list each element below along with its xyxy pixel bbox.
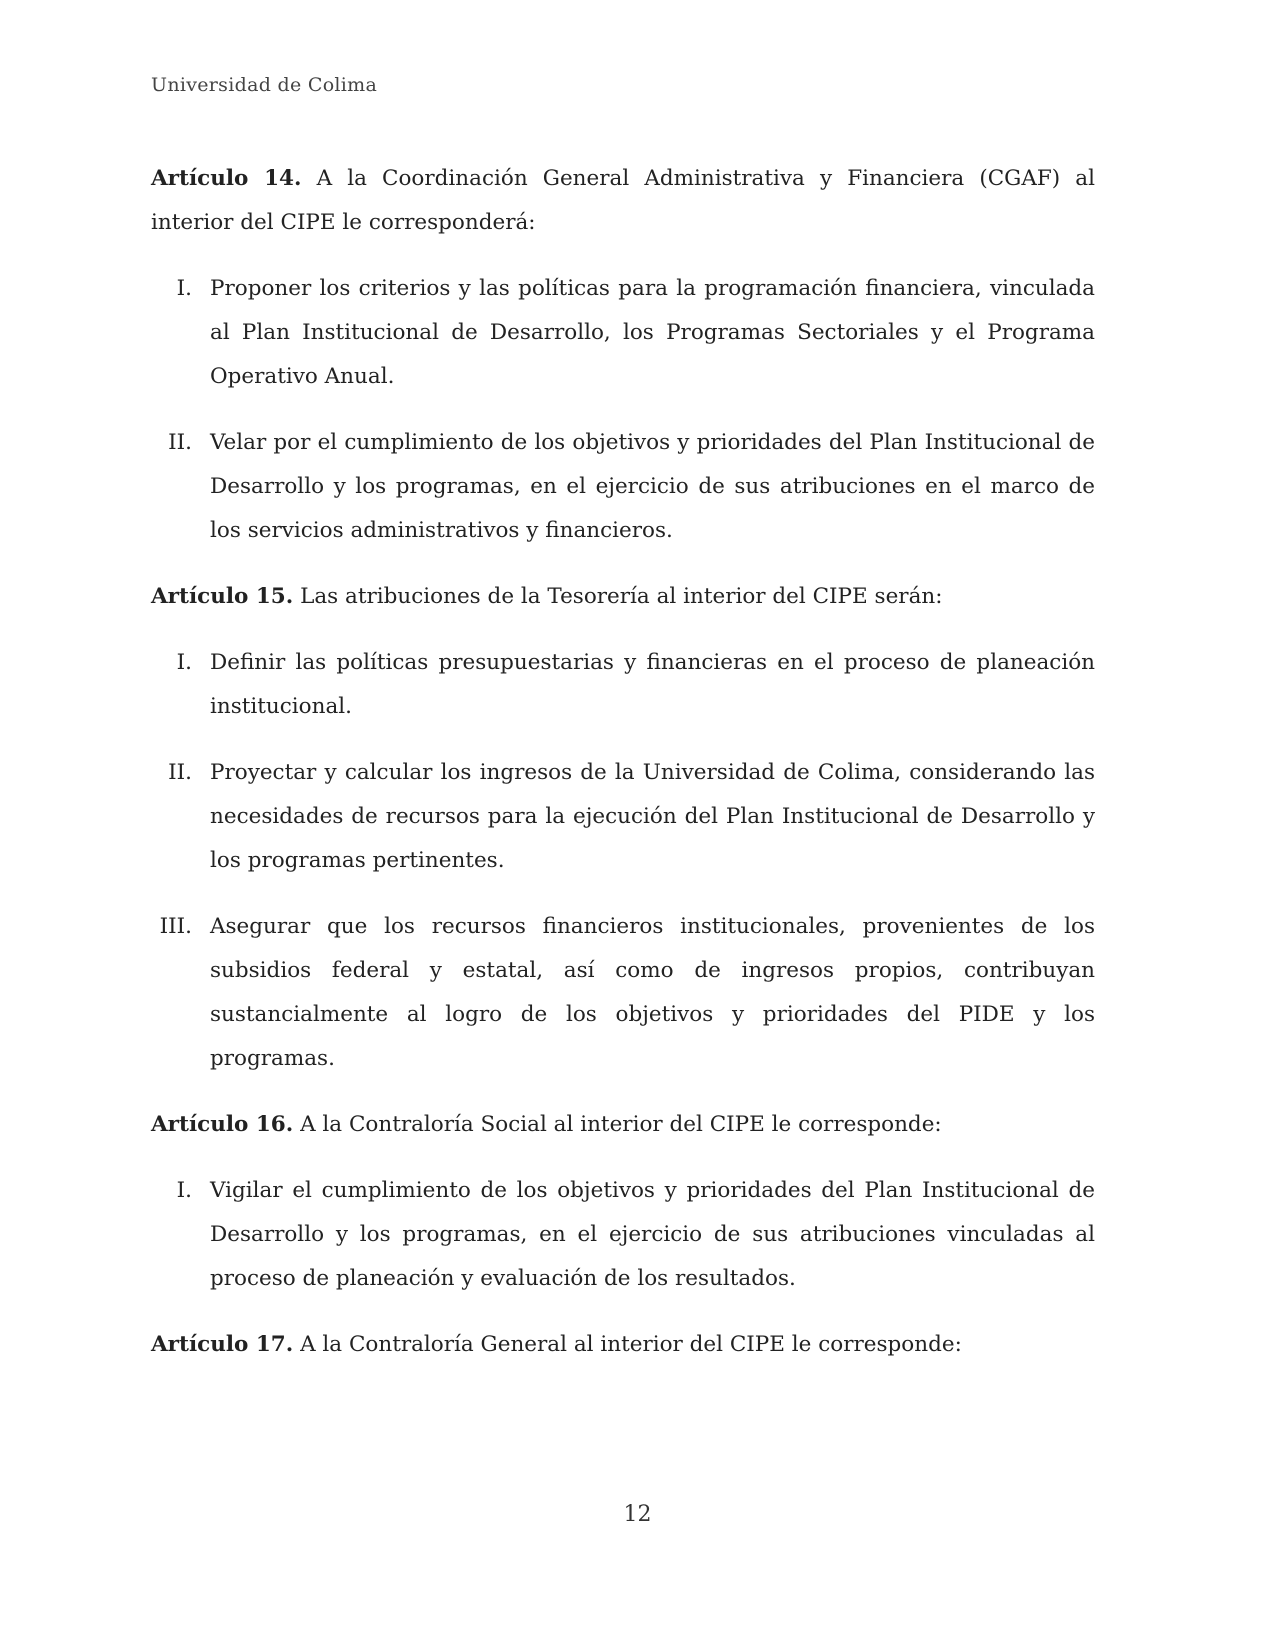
list-item	[151, 1169, 1095, 1301]
list-item	[151, 751, 1095, 883]
article-intro: A la Contraloría General al interior del CIPE le corresponde:	[293, 1332, 962, 1357]
article-17	[151, 1323, 1095, 1367]
document-body	[151, 157, 1095, 1389]
article-15	[151, 575, 1095, 619]
page-number: 12	[623, 1502, 652, 1527]
item-text: Asegurar que los recursos financieros institucionales, provenientes de los subsidios federal y estatal, así como de ingresos propios, contribuyan sustancialmente al logro de los objetivos y prioridades del PIDE y los programas.	[210, 914, 1095, 1071]
item-number: III.	[159, 914, 192, 939]
item-number: I.	[176, 1178, 192, 1203]
article-label: Artículo 15.	[151, 584, 294, 609]
item-number: II.	[168, 430, 192, 455]
list-item	[151, 267, 1095, 399]
list-item	[151, 421, 1095, 553]
item-number: II.	[168, 760, 192, 785]
item-text: Definir las políticas presupuestarias y financieras en el proceso de planeación institucional.	[210, 650, 1095, 719]
item-text: Proponer los criterios y las políticas para la programación financiera, vinculada al Plan Institucional de Desarrollo, los Programas Sectoriales y el Programa Operativo Anual.	[210, 276, 1095, 389]
item-number: I.	[176, 650, 192, 675]
item-text: Proyectar y calcular los ingresos de la Universidad de Colima, considerando las necesidades de recursos para la ejecución del Plan Institucional de Desarrollo y los programas pertinentes.	[210, 760, 1095, 873]
item-number: I.	[176, 276, 192, 301]
item-text: Vigilar el cumplimiento de los objetivos y prioridades del Plan Institucional de Desarrollo y los programas, en el ejercicio de sus atribuciones vinculadas al proceso de planeación y evaluación de los resultados.	[210, 1178, 1095, 1291]
article-intro: Las atribuciones de la Tesorería al interior del CIPE serán:	[293, 584, 943, 609]
article-intro: A la Contraloría Social al interior del CIPE le corresponde:	[293, 1112, 942, 1137]
article-14	[151, 157, 1095, 245]
item-text: Velar por el cumplimiento de los objetivos y prioridades del Plan Institucional de Desarrollo y los programas, en el ejercicio de sus atribuciones en el marco de los servicios administrativos y financieros.	[210, 430, 1095, 543]
article-label: Artículo 14.	[151, 166, 302, 191]
list-item	[151, 905, 1095, 1081]
article-intro: A la Coordinación General Administrativa y Financiera (CGAF) al interior del CIPE le corresponderá:	[151, 166, 1095, 235]
article-16	[151, 1103, 1095, 1147]
article-label: Artículo 17.	[151, 1332, 294, 1357]
list-item	[151, 641, 1095, 729]
article-label: Artículo 16.	[151, 1112, 294, 1137]
running-header: Universidad de Colima	[151, 74, 378, 96]
